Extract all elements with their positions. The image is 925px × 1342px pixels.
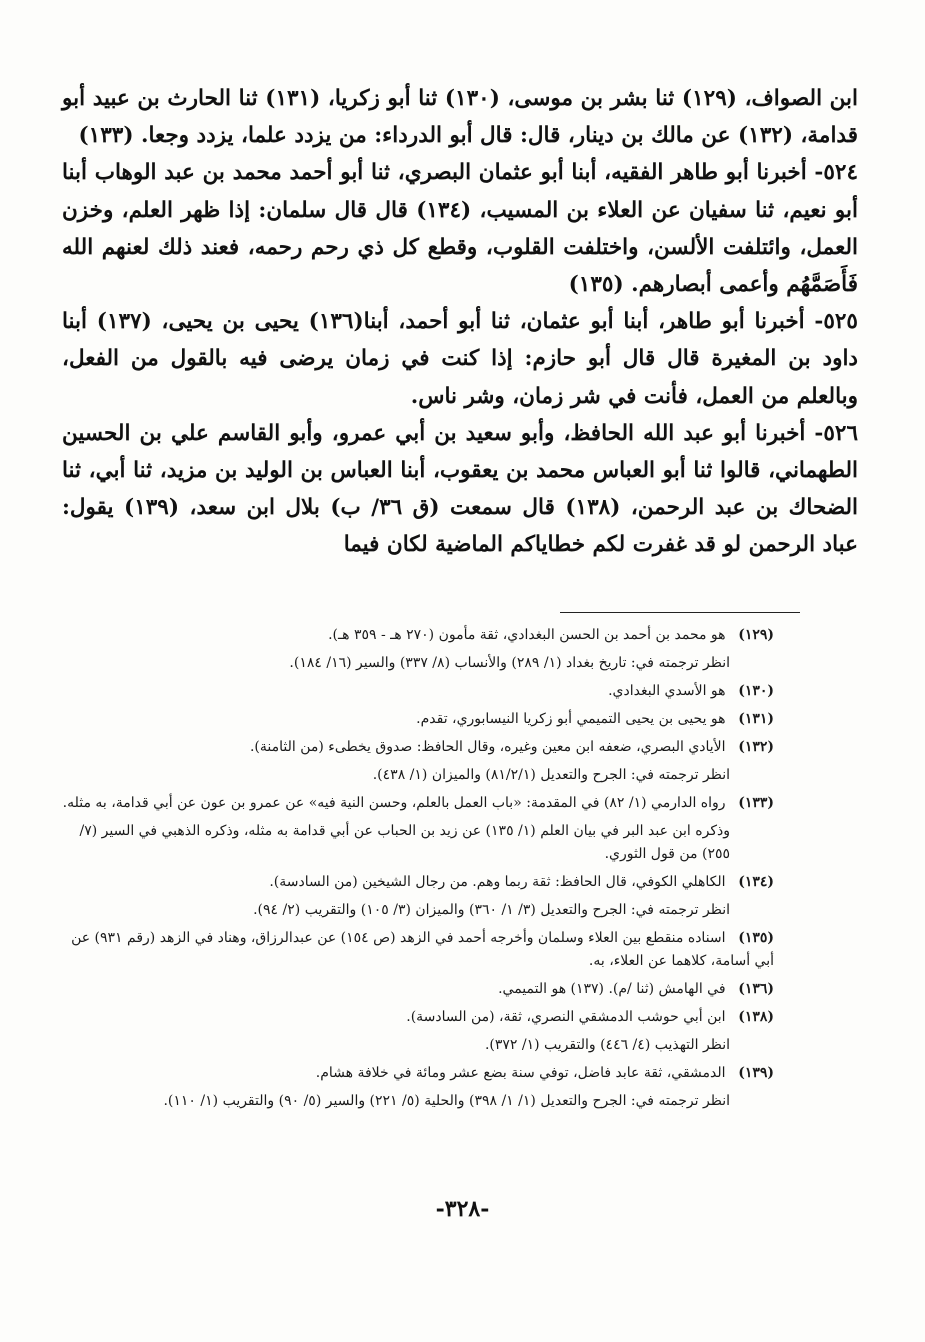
paragraph-525: ٥٢٥- أخبرنا أبو طاهر، أبنا أبو عثمان، ثنا أبو أحمد، أبنا(١٣٦) يحيى بن يحيى، (١٣٧) أبنا داود بن المغيرة قال قال أبو حازم: إذا كنت في زمان يرضى فيه بالقول من الفعل، وبالعلم من العمل، فأنت في شر زمان، وشر ناس.	[62, 309, 858, 409]
footnote-text: رواه الدارمي (١/ ٨٢) في المقدمة: «باب العمل بالعلم، وحسن النية فيه» عن عمرو بن عون عن أبي قدامة، به مثله.	[62, 795, 726, 811]
page-number: -٣٢٨-	[435, 1196, 490, 1222]
footnote-134	[62, 871, 774, 894]
paragraph-526: ٥٢٦- أخبرنا أبو عبد الله الحافظ، وأبو سعيد بن أبي عمرو، وأبو القاسم علي بن الحسين الطهماني، قالوا ثنا أبو العباس محمد بن يعقوب، أبنا العباس بن الوليد بن مزيد، ثنا أبي، ثنا الضحاك بن عبد الرحمن، (١٣٨) قال سمعت (ق ٣٦/ ب) بلال ابن سعد، (١٣٩) يقول: عباد الرحمن لو قد غفرت لكم خطاياكم الماضية لكان فيما	[62, 420, 858, 558]
footnote-number: (١٢٩)	[738, 627, 774, 643]
paragraph-intro: ابن الصواف، (١٢٩) ثنا بشر بن موسى، (١٣٠) ثنا أبو زكريا، (١٣١) ثنا الحارث بن عبيد أبو قدامة، (١٣٢) عن مالك بن دينار، قال: قال أبو الدرداء: من يزدد علما، يزدد وجعا. (١٣٣)	[62, 86, 859, 149]
footnote-text: الدمشقي، ثقة عابد فاضل، توفي سنة بضع عشر ومائة في خلافة هشام.	[315, 1065, 726, 1081]
footnote-separator	[560, 612, 800, 613]
footnote-138	[62, 1006, 774, 1029]
footnote-number: (١٣١)	[738, 711, 774, 727]
footnote-134-reference: انظر ترجمته في: الجرح والتعديل (٣/ ١/ ٣٦٠) والميزان (٣/ ١٠٥) والتقريب (٢/ ٩٤).	[253, 902, 730, 918]
footnote-number: (١٣٤)	[738, 874, 774, 890]
footnote-136-137	[62, 978, 774, 1001]
footnote-132-reference: انظر ترجمته في: الجرح والتعديل (٨١/٢/١) والميزان (١/ ٤٣٨).	[372, 767, 730, 783]
footnote-text: في الهامش (ثنا /م). (١٣٧) هو التميمي.	[498, 981, 726, 997]
footnote-number: (١٣٦)	[738, 981, 774, 997]
footnote-number: (١٣٥)	[738, 930, 774, 946]
footnote-133-reference: وذكره ابن عبد البر في بيان العلم (١/ ١٣٥) عن زيد بن الحباب عن أبي قدامة به مثله، وذكره الذهبي في السير (٧/ ٢٥٥) من قول الثوري.	[79, 823, 730, 862]
footnotes	[62, 624, 774, 1118]
footnote-138-reference: انظر التهذيب (٤/ ٤٤٦) والتقريب (١/ ٣٧٢).	[484, 1037, 730, 1053]
footnote-129	[62, 624, 774, 647]
footnote-number: (١٣٠)	[738, 683, 774, 699]
main-text	[62, 80, 858, 564]
footnote-text: هو محمد بن أحمد بن الحسن البغدادي، ثقة مأمون (٢٧٠ هـ - ٣٥٩ هـ).	[328, 627, 726, 643]
footnote-135	[62, 927, 774, 973]
footnote-number: (١٣٨)	[738, 1009, 774, 1025]
footnote-number: (١٣٣)	[738, 795, 774, 811]
footnote-text: اسناده منقطع بين العلاء وسلمان وأخرجه أحمد في الزهد (ص ١٥٤) عن عبدالرزاق، وهناد في الزهد (رقم ٩٣١) عن أبي أسامة، كلاهما عن العلاء، به.	[71, 930, 774, 969]
paragraph-524: ٥٢٤- أخبرنا أبو طاهر الفقيه، أبنا أبو عثمان البصري، ثنا أبو أحمد محمد بن عبد الوهاب أبنا أبو نعيم، ثنا سفيان عن العلاء بن المسيب، (١٣٤) قال قال سلمان: إذا ظهر العلم، وخزن العمل، وائتلفت الألسن، واختلفت القلوب، وقطع كل ذي رحم رحمه، فعند ذلك لعنهم الله فَأَصَمَّهُم وأعمى أبصارهم. (١٣٥)	[62, 160, 858, 298]
footnote-text: هو الأسدي البغدادي.	[608, 683, 726, 699]
footnote-132	[62, 736, 774, 759]
footnote-text: هو يحيى بن يحيى التميمي أبو زكريا النيسابوري، تقدم.	[416, 711, 726, 727]
footnote-text: الأيادي البصري، ضعفه ابن معين وغيره، وقال الحافظ: صدوق يخطىء (من الثامنة).	[249, 739, 726, 755]
footnote-133	[62, 792, 774, 815]
footnote-number: (١٣٩)	[738, 1065, 774, 1081]
footnote-number: (١٣٢)	[738, 739, 774, 755]
footnote-131	[62, 708, 774, 731]
footnote-139-reference: انظر ترجمته في: الجرح والتعديل (١/ ١/ ٣٩٨) والحلية (٥/ ٢٢١) والسير (٥/ ٩٠) والتقريب (١/ ١١٠).	[163, 1093, 730, 1109]
footnote-129-reference: انظر ترجمته في: تاريخ بغداد (١/ ٢٨٩) والأنساب (٨/ ٣٣٧) والسير (١٦/ ١٨٤).	[289, 655, 730, 671]
footnote-text: ابن أبي حوشب الدمشقي النصري، ثقة، (من السادسة).	[406, 1009, 726, 1025]
footnote-139	[62, 1062, 774, 1085]
footnote-text: الكاهلي الكوفي، قال الحافظ: ثقة ربما وهم. من رجال الشيخين (من السادسة).	[269, 874, 726, 890]
footnote-130	[62, 680, 774, 703]
